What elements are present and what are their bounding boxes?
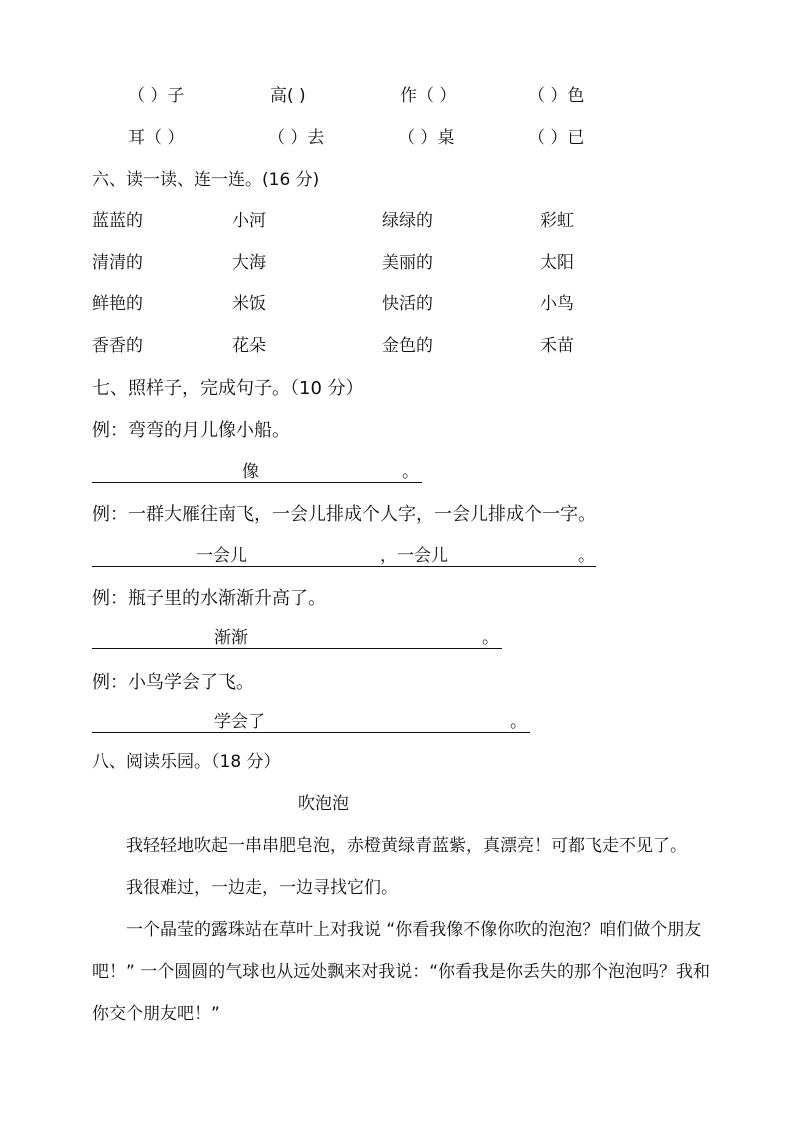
match-word: 米饭 <box>232 294 266 314</box>
match-word: 禾苗 <box>540 336 574 356</box>
fill-item: 作（ ） <box>400 86 457 106</box>
fill-item: 耳（ ） <box>128 128 185 148</box>
blank-word: 像 <box>242 462 259 482</box>
fill-item: （ ）子 <box>128 86 185 106</box>
fill-item: （ ）去 <box>268 128 325 148</box>
fill-item: （ ）已 <box>528 128 585 148</box>
match-word: 清清的 <box>92 253 143 273</box>
example-sentence: 例：瓶子里的水渐渐升高了。 <box>92 588 326 609</box>
match-word: 小河 <box>232 211 266 231</box>
fill-item: 高( ) <box>270 86 306 106</box>
blank-word: 。 <box>482 628 499 648</box>
match-word: 金色的 <box>382 336 433 356</box>
fill-item: （ ）色 <box>528 86 585 106</box>
blank-word: 。 <box>402 462 419 482</box>
answer-line[interactable] <box>92 566 596 567</box>
blank-word: 一会儿 <box>196 546 247 566</box>
example-sentence: 例：弯弯的月儿像小船。 <box>92 420 290 441</box>
fill-item: （ ）桌 <box>398 128 455 148</box>
match-word: 快活的 <box>382 294 433 314</box>
section-7-heading: 七、照样子，完成句子。（10 分） <box>92 378 364 399</box>
match-word: 小鸟 <box>540 294 574 314</box>
story-paragraph: 我轻轻地吹起一串串肥皂泡，赤橙黄绿青蓝紫，真漂亮！可都飞走不见了。 <box>126 836 687 856</box>
match-word: 太阳 <box>540 253 574 273</box>
section-8-heading: 八、阅读乐园。（18 分） <box>92 752 281 772</box>
match-word: 绿绿的 <box>382 211 433 231</box>
answer-line[interactable] <box>92 732 530 733</box>
story-title: 吹泡泡 <box>298 794 349 814</box>
story-paragraph: 我很难过，一边走，一边寻找它们。 <box>126 878 398 898</box>
match-word: 香香的 <box>92 336 143 356</box>
blank-word: 渐渐 <box>214 628 248 648</box>
match-word: 美丽的 <box>382 253 433 273</box>
example-sentence: 例：一群大雁往南飞，一会儿排成个人字，一会儿排成个一字。 <box>92 504 596 525</box>
blank-word: ，一会儿 <box>380 546 448 566</box>
story-body <box>92 825 712 1035</box>
answer-line[interactable] <box>92 482 422 483</box>
story-paragraph: 一个晶莹的露珠站在草叶上对我说 “你看我像不像你吹的泡泡？咱们做个朋友吧！” 一个圆圆的气球也从远处飘来对我说：“你看我是你丢失的那个泡泡吗？我和你交个朋友吧！” <box>92 920 711 1024</box>
blank-word: 学会了 <box>214 712 265 732</box>
match-word: 鲜艳的 <box>92 294 143 314</box>
example-sentence: 例：小鸟学会了飞。 <box>92 672 254 693</box>
answer-line[interactable] <box>92 648 502 649</box>
blank-word: 。 <box>578 546 595 566</box>
blank-word: 。 <box>510 712 527 732</box>
section-6-heading: 六、读一读、连一连。(16 分) <box>92 170 320 190</box>
match-word: 蓝蓝的 <box>92 211 143 231</box>
match-word: 彩虹 <box>540 211 574 231</box>
match-word: 大海 <box>232 253 266 273</box>
match-word: 花朵 <box>232 336 266 356</box>
